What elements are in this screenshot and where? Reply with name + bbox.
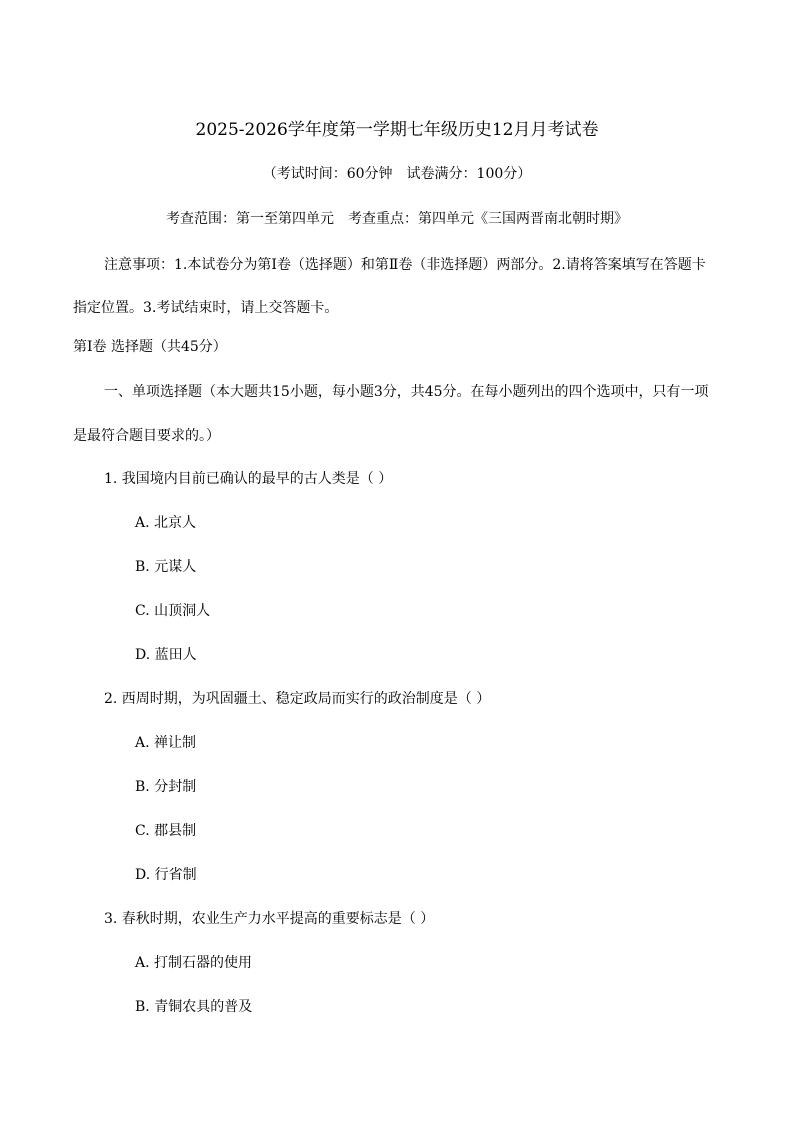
question-option: B. 青铜农具的普及: [135, 999, 253, 1015]
question-option: B. 元谋人: [135, 559, 197, 575]
exam-title: 2025-2026学年度第一学期七年级历史12月月考试卷: [195, 120, 599, 140]
question-option: B. 分封制: [135, 779, 197, 795]
question-stem: 1. 我国境内目前已确认的最早的古人类是（ ）: [104, 471, 393, 487]
exam-scope: 考查范围：第一至第四单元 考查重点：第四单元《三国两晋南北朝时期》: [166, 211, 628, 227]
question-option: A. 北京人: [135, 515, 197, 531]
question-option: C. 山顶洞人: [135, 603, 211, 619]
section-title: 第Ⅰ卷 选择题（共45分）: [73, 339, 227, 355]
question-option: C. 郡县制: [135, 823, 197, 839]
question-stem: 3. 春秋时期，农业生产力水平提高的重要标志是（ ）: [104, 911, 435, 927]
question-stem: 2. 西周时期，为巩固疆土、稳定政局而实行的政治制度是（ ）: [104, 691, 491, 707]
section-instruction-line-2: 是最符合题目要求的。）: [73, 428, 220, 444]
question-option: D. 行省制: [135, 867, 197, 883]
question-option: D. 蓝田人: [135, 647, 197, 663]
question-option: A. 打制石器的使用: [135, 955, 253, 971]
exam-info: （考试时间：60分钟 试卷满分：100分）: [262, 166, 532, 182]
section-instruction-line-1: 一、单项选择题（本大题共15小题，每小题3分，共45分。在每小题列出的四个选项中，只有一项: [104, 384, 709, 400]
notice-line-1: 注意事项：1.本试卷分为第Ⅰ卷（选择题）和第Ⅱ卷（非选择题）两部分。2.请将答案填写在答题卡: [104, 257, 706, 273]
notice-line-2: 指定位置。3.考试结束时，请上交答题卡。: [73, 300, 339, 316]
question-option: A. 禅让制: [135, 735, 197, 751]
